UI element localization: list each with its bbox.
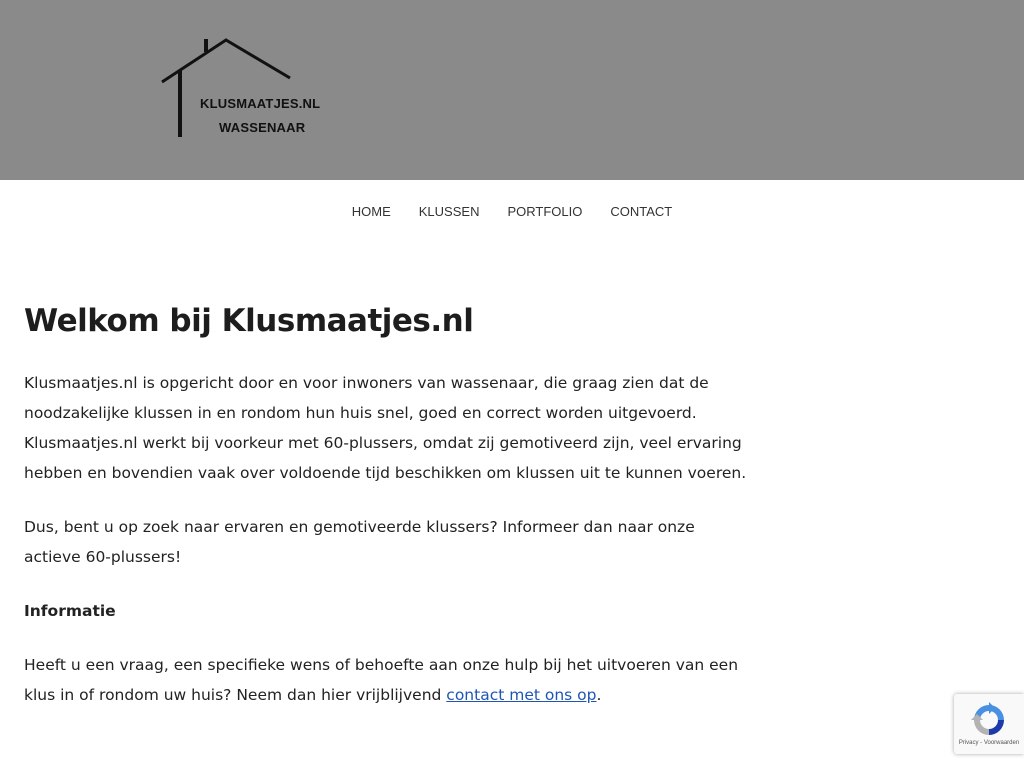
contact-paragraph-end: . <box>596 686 602 704</box>
nav-item-klussen[interactable]: KLUSSEN <box>418 204 480 219</box>
nav-item-contact[interactable]: CONTACT <box>610 204 673 219</box>
nav-item-home[interactable]: HOME <box>351 204 391 219</box>
intro-paragraph: Klusmaatjes.nl is opgericht door en voor inwoners van wassenaar, die graag zien dat de noodzakelijke klussen in en rondom hun huis snel, goed en correct worden uitgevoerd. Klusmaatjes.nl werkt bij voorkeur met 60-plussers, omdat zij gemotiveerd zijn, veel ervaring hebben en bovendien vaak over voldoende tijd beschikken om klussen uit te kunnen voeren. <box>24 374 747 482</box>
recaptcha-footer-text[interactable]: Privacy - Voorwaarden <box>958 740 1020 746</box>
contact-link[interactable]: contact met ons op <box>446 686 597 704</box>
nav-item-portfolio[interactable]: PORTFOLIO <box>507 204 583 219</box>
site-header <box>0 0 1024 180</box>
main-navigation <box>0 202 1024 222</box>
logo-text-secondary: WASSENAAR <box>219 120 306 135</box>
section-heading-informatie: Informatie <box>24 602 116 620</box>
contact-paragraph-text: Heeft u een vraag, een specifieke wens of behoefte aan onze hulp bij het uitvoeren van een klus in of rondom uw huis? Neem dan hier vrijblijvend <box>24 656 739 704</box>
callout-paragraph: Dus, bent u op zoek naar ervaren en gemotiveerde klussers? Informeer dan naar onze actieve 60-plussers! <box>24 518 695 566</box>
recaptcha-icon <box>971 702 1007 738</box>
recaptcha-badge[interactable] <box>954 694 1024 754</box>
logo-text-primary: KLUSMAATJES.NL <box>200 96 321 111</box>
page-title: Welkom bij Klusmaatjes.nl <box>24 303 474 339</box>
contact-paragraph <box>24 650 754 710</box>
site-logo[interactable] <box>160 36 345 140</box>
main-content <box>24 300 754 710</box>
